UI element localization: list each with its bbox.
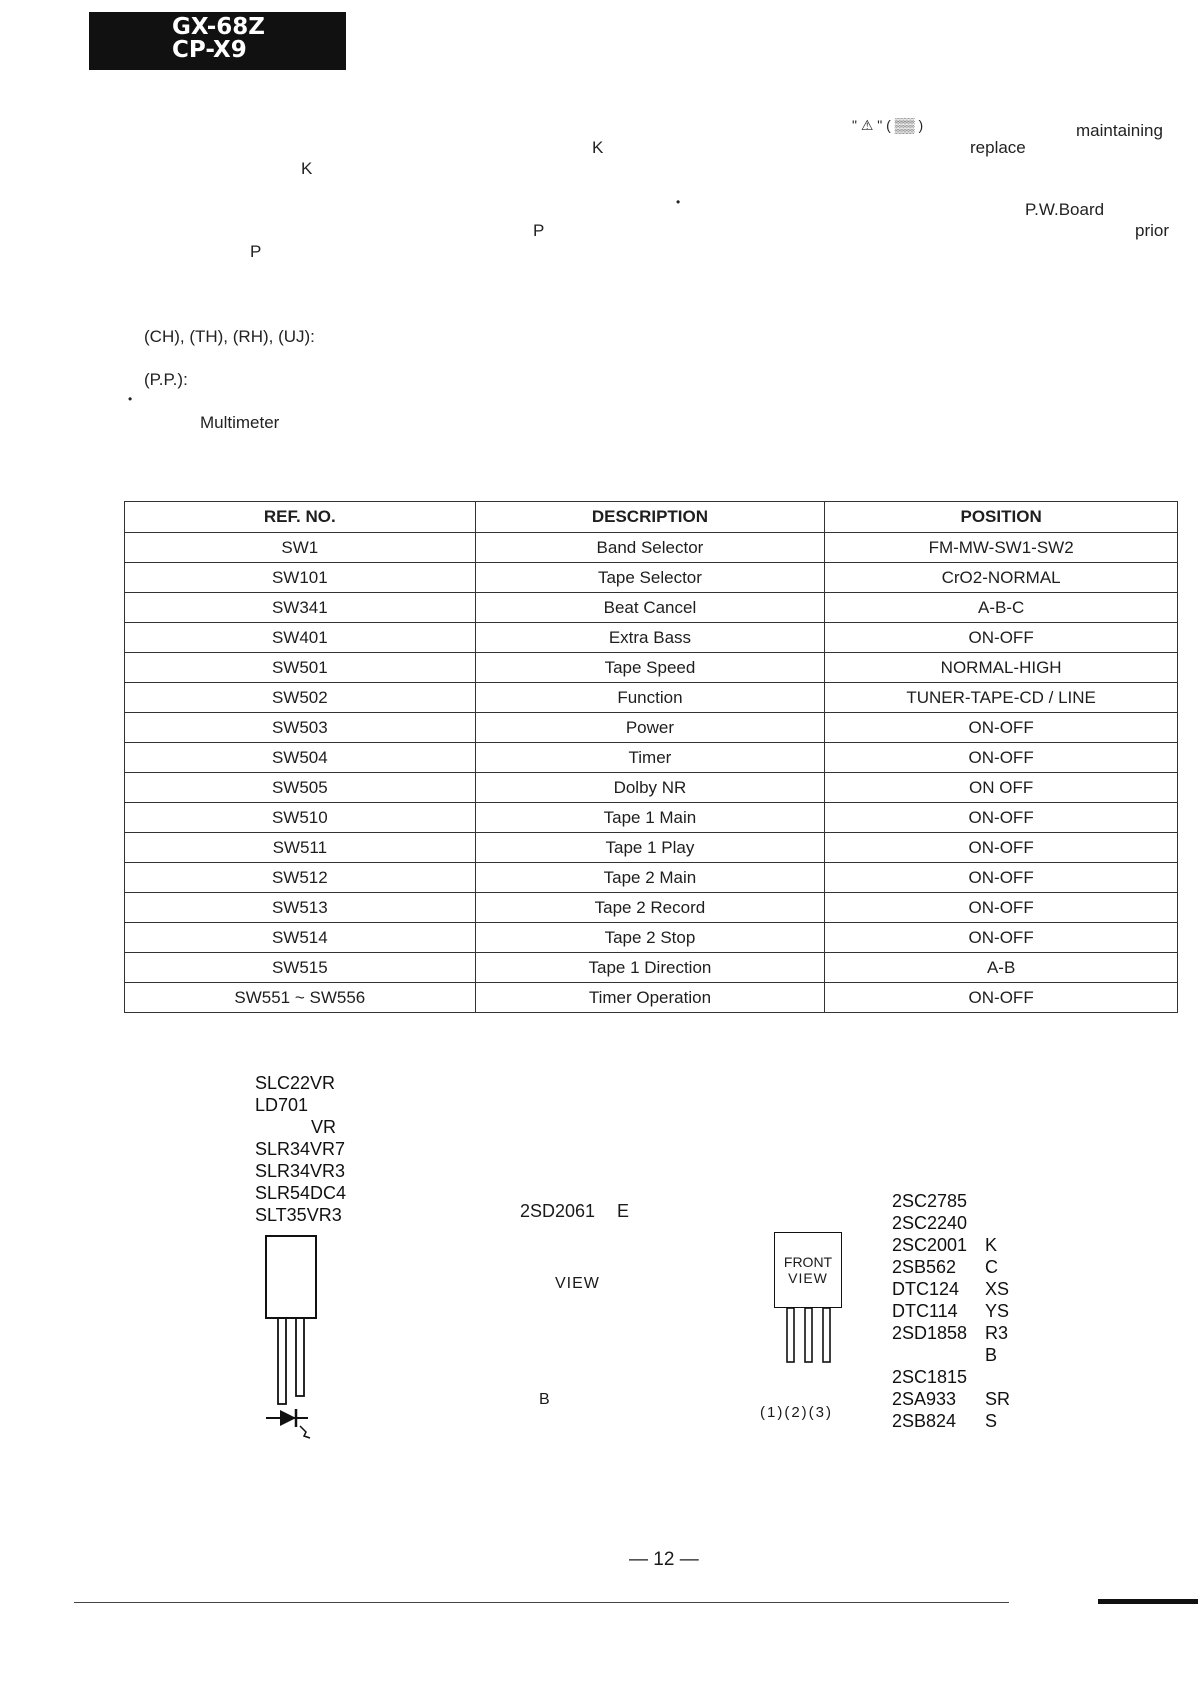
center-view-label: VIEW (555, 1275, 600, 1292)
pos-cell: ON-OFF (825, 623, 1178, 653)
list-item (892, 1278, 1010, 1300)
desc-cell: Beat Cancel (475, 593, 825, 623)
word-maintaining: maintaining (1076, 121, 1163, 140)
pos-cell: ON-OFF (825, 743, 1178, 773)
ref-cell: SW101 (125, 563, 476, 593)
desc-cell: Tape 2 Stop (475, 923, 825, 953)
table-row (125, 533, 1178, 563)
list-item (892, 1366, 1010, 1388)
letter-p-mid: P (533, 221, 545, 240)
word-pw-board: P.W.Board (1025, 200, 1105, 219)
header-ref-no: REF. NO. (125, 502, 476, 533)
transistor-code: 2SC1815 (892, 1367, 968, 1387)
transistor-code: DTC124 (892, 1279, 960, 1299)
ref-cell: SW511 (125, 833, 476, 863)
ref-cell: SW504 (125, 743, 476, 773)
footer-mark (1098, 1599, 1198, 1604)
pos-cell: ON-OFF (825, 893, 1178, 923)
transistor-code: 2SA933 (892, 1389, 957, 1409)
pos-cell: TUNER-TAPE-CD / LINE (825, 683, 1178, 713)
list-item (892, 1234, 1010, 1256)
table-row (125, 623, 1178, 653)
led-part: SLT35VR3 (255, 1205, 342, 1225)
table-row (125, 803, 1178, 833)
table-row (125, 863, 1178, 893)
letter-k-mid: K (592, 138, 604, 157)
led-part: VR (311, 1117, 337, 1137)
led-part-list (255, 1072, 346, 1226)
transistor-list (892, 1190, 1010, 1432)
list-item (892, 1388, 1010, 1410)
pos-cell: ON-OFF (825, 803, 1178, 833)
word-prior: prior (1135, 221, 1170, 240)
led-part: SLR54DC4 (255, 1183, 347, 1203)
pos-cell: ON-OFF (825, 833, 1178, 863)
pos-cell: A-B-C (825, 593, 1178, 623)
header-description: DESCRIPTION (475, 502, 825, 533)
warning-mark: " ⚠ " ( ▒▒ ) (852, 117, 924, 133)
pos-cell: CrO2-NORMAL (825, 563, 1178, 593)
page-number: — 12 — (629, 1549, 699, 1570)
desc-cell: Tape 1 Direction (475, 953, 825, 983)
led-diagram (258, 1232, 338, 1444)
pos-cell: FM-MW-SW1-SW2 (825, 533, 1178, 563)
ref-cell: SW513 (125, 893, 476, 923)
ref-cell: SW502 (125, 683, 476, 713)
desc-cell: Power (475, 713, 825, 743)
transistor-body (774, 1232, 842, 1308)
list-item (892, 1256, 1010, 1278)
table-header-row (125, 502, 1178, 533)
pos-cell: ON-OFF (825, 923, 1178, 953)
transistor-rank: SR (985, 1389, 1011, 1409)
table-row (125, 683, 1178, 713)
model-badge (89, 12, 346, 70)
pos-cell: ON-OFF (825, 983, 1178, 1013)
transistor-rank: YS (985, 1301, 1010, 1321)
ref-cell: SW501 (125, 653, 476, 683)
transistor-code (892, 1344, 985, 1366)
led-part: SLR34VR3 (255, 1161, 346, 1181)
table-row (125, 713, 1178, 743)
transistor-rank: C (985, 1257, 998, 1277)
transistor-rank: R3 (985, 1323, 1009, 1343)
pos-cell: A-B (825, 953, 1178, 983)
table-row (125, 743, 1178, 773)
header-position: POSITION (825, 502, 1178, 533)
list-item (892, 1410, 1010, 1432)
table-row (125, 653, 1178, 683)
desc-cell: Tape 2 Record (475, 893, 825, 923)
region-codes: (CH), (TH), (RH), (UJ): (144, 327, 315, 346)
desc-cell: Timer (475, 743, 825, 773)
transistor-code: DTC114 (892, 1301, 958, 1321)
footer-rule (74, 1602, 1009, 1603)
word-multimeter: Multimeter (200, 413, 280, 432)
desc-cell: Tape 2 Main (475, 863, 825, 893)
transistor-leads (774, 1306, 844, 1366)
letter-p-left: P (250, 242, 262, 261)
table-row (125, 893, 1178, 923)
led-part: SLC22VR (255, 1073, 336, 1093)
ref-cell: SW512 (125, 863, 476, 893)
list-item (892, 1212, 1010, 1234)
transistor-code: 2SB824 (892, 1411, 957, 1431)
view-label: VIEW (788, 1270, 828, 1286)
list-item (892, 1300, 1010, 1322)
list-item (892, 1344, 1010, 1366)
transistor-code: 2SD1858 (892, 1323, 968, 1343)
transistor-rank: B (985, 1345, 998, 1365)
transistor-code: 2SB562 (892, 1257, 957, 1277)
pos-cell: ON OFF (825, 773, 1178, 803)
desc-cell: Tape Speed (475, 653, 825, 683)
table-row (125, 563, 1178, 593)
desc-cell: Timer Operation (475, 983, 825, 1013)
ref-cell: SW401 (125, 623, 476, 653)
led-part: SLR34VR7 (255, 1139, 346, 1159)
ref-cell: SW515 (125, 953, 476, 983)
ref-cell: SW551 ~ SW556 (125, 983, 476, 1013)
center-lead-label: B (539, 1391, 550, 1408)
transistor-code: 2SC2001 (892, 1235, 968, 1255)
bullet-mark: • (676, 195, 681, 209)
ref-cell: SW503 (125, 713, 476, 743)
center-part-name: 2SD2061 (520, 1201, 596, 1221)
pos-cell: ON-OFF (825, 863, 1178, 893)
switch-table (124, 501, 1178, 1013)
center-part-rank: E (617, 1201, 630, 1221)
desc-cell: Tape Selector (475, 563, 825, 593)
ref-cell: SW1 (125, 533, 476, 563)
led-part: LD701 (255, 1095, 309, 1115)
desc-cell: Extra Bass (475, 623, 825, 653)
ref-cell: SW510 (125, 803, 476, 833)
ref-cell: SW341 (125, 593, 476, 623)
bullet-mark-2: • (128, 392, 133, 406)
table-row (125, 833, 1178, 863)
desc-cell: Tape 1 Play (475, 833, 825, 863)
letter-k-left: K (301, 159, 313, 178)
transistor-code: 2SC2240 (892, 1213, 968, 1233)
list-item (892, 1322, 1010, 1344)
table-row (125, 773, 1178, 803)
pp-code: (P.P.): (144, 370, 188, 389)
word-replace: replace (970, 138, 1026, 157)
ref-cell: SW514 (125, 923, 476, 953)
pin-labels: (1)(2)(3) (760, 1404, 833, 1421)
model-line-2: CP-X9 (172, 37, 247, 63)
table-row (125, 593, 1178, 623)
list-item (892, 1190, 1010, 1212)
model-line-1: GX-68Z (172, 14, 265, 40)
desc-cell: Function (475, 683, 825, 713)
desc-cell: Band Selector (475, 533, 825, 563)
ref-cell: SW505 (125, 773, 476, 803)
transistor-rank: S (985, 1411, 998, 1431)
table-row (125, 953, 1178, 983)
pos-cell: ON-OFF (825, 713, 1178, 743)
desc-cell: Dolby NR (475, 773, 825, 803)
transistor-rank: K (985, 1235, 998, 1255)
transistor-rank: XS (985, 1279, 1010, 1299)
pos-cell: NORMAL-HIGH (825, 653, 1178, 683)
transistor-code: 2SC2785 (892, 1191, 968, 1211)
desc-cell: Tape 1 Main (475, 803, 825, 833)
front-label: FRONT (783, 1254, 833, 1270)
table-row (125, 923, 1178, 953)
table-row (125, 983, 1178, 1013)
